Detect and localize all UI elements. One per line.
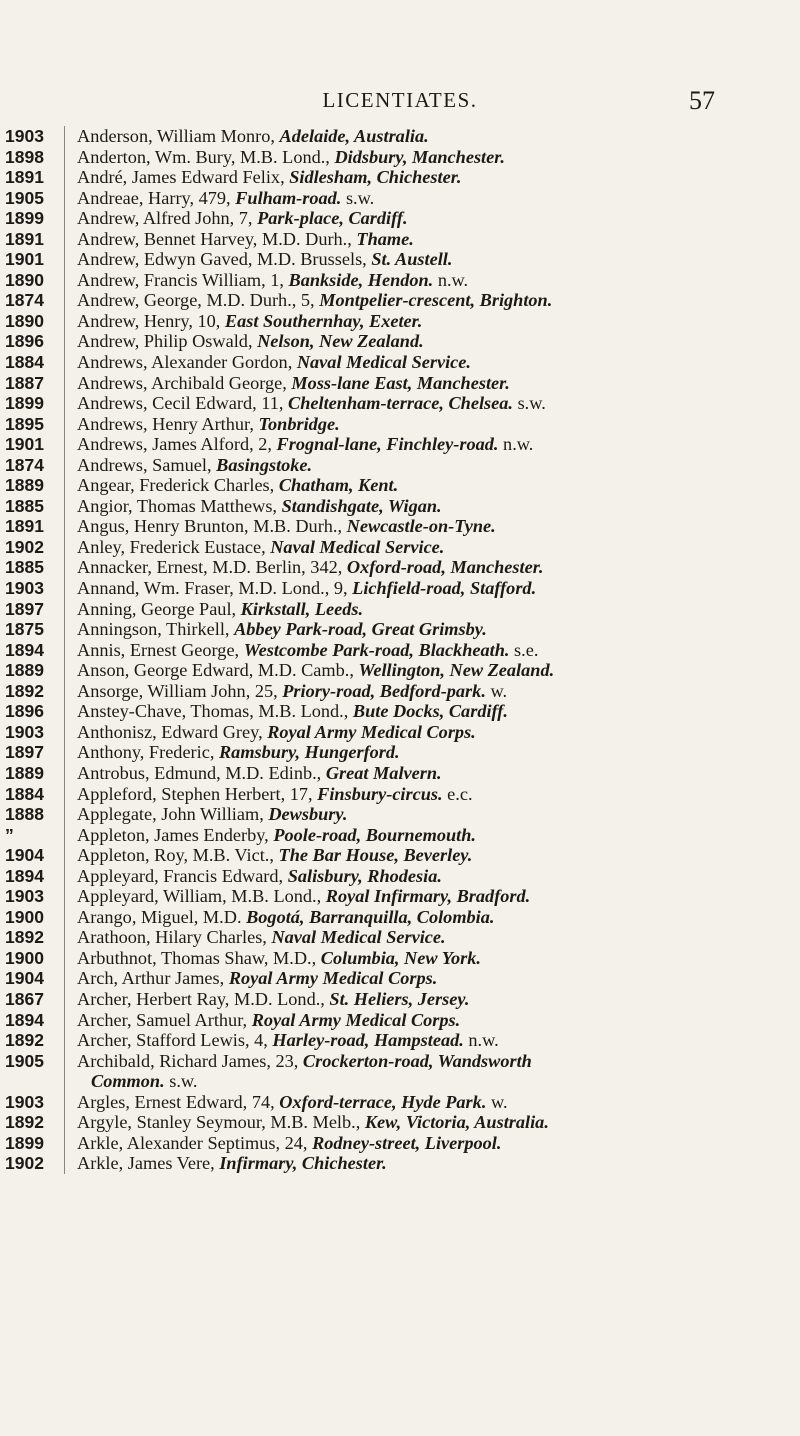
licentiate-entry [64,455,800,476]
licentiate-entry [64,968,800,989]
admission-year: 1894 [5,865,44,886]
admission-year: 1899 [5,1132,44,1153]
list-item [0,1092,800,1113]
licentiate-name: Anning, George Paul, [77,598,241,619]
list-item [0,1010,800,1031]
licentiate-entry [64,537,800,558]
admission-year: 1884 [5,783,44,804]
licentiates-list [0,126,800,1174]
licentiate-name: Anderson, William Monro, [77,126,280,146]
licentiate-entry [64,414,800,435]
postal-district: n.w. [463,1030,499,1051]
licentiate-name: Andrew, Philip Oswald, [77,331,258,352]
list-item [0,660,800,681]
licentiate-entry [64,660,800,681]
admission-year: 1904 [5,845,44,866]
licentiate-name: Anthonisz, Edward Grey, [77,721,268,742]
admission-year: 1891 [5,516,44,537]
licentiate-address: Bankside, Hendon. [288,269,434,290]
list-item [0,927,800,948]
licentiate-name: Appleton, Roy, M.B. Vict., [77,845,279,866]
licentiate-entry [64,188,800,209]
admission-year: 1885 [5,495,44,516]
licentiate-address: Park-place, Cardiff. [257,208,408,229]
licentiate-name: Antrobus, Edmund, M.D. Edinb., [77,762,326,783]
licentiate-address: Thame. [356,228,414,249]
admission-year: 1903 [5,126,44,146]
admission-year: 1897 [5,598,44,619]
running-title: LICENTIATES. [322,88,478,112]
list-item [0,475,800,496]
admission-year: 1900 [5,906,44,927]
admission-year: 1890 [5,269,44,290]
licentiate-name: Annand, Wm. Fraser, M.D. Lond., 9, [77,578,353,599]
postal-district: s.e. [509,639,539,660]
admission-year: 1887 [5,372,44,393]
list-item [0,886,800,907]
licentiate-entry [64,825,800,846]
admission-year: 1889 [5,660,44,681]
licentiate-entry [64,886,800,907]
licentiate-entry [64,1051,800,1092]
licentiate-entry [64,866,800,887]
licentiate-entry [64,742,800,763]
licentiate-address: Columbia, New York. [320,947,481,968]
list-item [0,968,800,989]
licentiate-address: Oxford-road, Manchester. [346,557,544,578]
licentiate-name: Andrews, Samuel, [77,454,217,475]
list-item [0,352,800,373]
list-item [0,825,800,846]
licentiate-entry [64,784,800,805]
licentiate-address: Harley-road, Hampstead. [272,1030,464,1051]
admission-year: 1867 [5,988,44,1009]
licentiate-name: Appleford, Stephen Herbert, 17, [77,783,318,804]
list-item [0,948,800,969]
licentiate-name: Arbuthnot, Thomas Shaw, M.D., [77,947,321,968]
licentiate-entry [64,1010,800,1031]
licentiate-entry [64,290,800,311]
admission-year: 1889 [5,475,44,496]
admission-year: 1875 [5,619,44,640]
list-item [0,1133,800,1154]
licentiate-name: Archer, Samuel Arthur, [77,1009,252,1030]
licentiate-name: Arkle, James Vere, [77,1153,220,1174]
licentiate-address: Dewsbury. [268,804,348,825]
admission-year: 1902 [5,536,44,557]
list-item [0,599,800,620]
admission-year: ” [5,824,14,845]
licentiate-entry [64,352,800,373]
licentiate-entry [64,1112,800,1133]
licentiate-name: Angior, Thomas Matthews, [77,495,282,516]
admission-year: 1899 [5,393,44,414]
list-item [0,331,800,352]
licentiate-entry [64,249,800,270]
admission-year: 1903 [5,1091,44,1112]
list-item [0,701,800,722]
licentiate-entry [64,270,800,291]
licentiate-name: Applegate, John William, [77,804,269,825]
page-number: 57 [689,86,715,115]
list-item [0,989,800,1010]
licentiate-address: Crockerton-road, Wandsworth [302,1050,532,1071]
page-header [0,86,800,122]
postal-district: w. [486,1091,508,1112]
postal-district: n.w. [433,269,469,290]
licentiate-entry [64,516,800,537]
licentiate-address: Lichfield-road, Stafford. [352,578,537,599]
licentiate-entry [64,845,800,866]
licentiate-entry [64,907,800,928]
admission-year: 1892 [5,680,44,701]
licentiate-name: Andreae, Harry, 479, [77,187,236,208]
licentiate-entry [64,1133,800,1154]
admission-year: 1898 [5,146,44,167]
list-item [0,640,800,661]
licentiate-entry [64,927,800,948]
admission-year: 1896 [5,331,44,352]
licentiate-address: Sidlesham, Chichester. [289,167,462,188]
licentiate-address: Fulham-road. [235,187,342,208]
list-item [0,167,800,188]
licentiate-entry [64,496,800,517]
admission-year: 1900 [5,947,44,968]
licentiate-address: Infirmary, Chichester. [219,1153,387,1174]
licentiate-address: Naval Medical Service. [271,927,446,948]
licentiate-name: André, James Edward Felix, [77,167,290,188]
licentiate-name: Andrews, Cecil Edward, 11, [77,393,289,414]
licentiate-name: Annis, Ernest George, [77,639,244,660]
licentiate-name: Anley, Frederick Eustace, [77,536,271,557]
list-item [0,188,800,209]
licentiate-name: Andrews, Alexander Gordon, [77,352,297,373]
list-item [0,270,800,291]
list-item [0,434,800,455]
licentiate-name: Angus, Henry Brunton, M.B. Durh., [77,516,347,537]
admission-year: 1874 [5,454,44,475]
licentiate-address: Standishgate, Wigan. [281,495,442,516]
list-item [0,845,800,866]
licentiate-entry [64,311,800,332]
licentiate-name: Anson, George Edward, M.D. Camb., [77,660,359,681]
licentiate-entry [64,434,800,455]
admission-year: 1903 [5,578,44,599]
licentiate-address: Kirkstall, Leeds. [240,598,364,619]
admission-year: 1905 [5,187,44,208]
admission-year: 1901 [5,434,44,455]
licentiate-address: Ramsbury, Hungerford. [218,742,400,763]
licentiate-entry [64,475,800,496]
licentiate-name: Arkle, Alexander Septimus, 24, [77,1132,313,1153]
licentiate-name: Arango, Miguel, M.D. [77,906,247,927]
licentiate-name: Argyle, Stanley Seymour, M.B. Melb., [77,1112,365,1133]
licentiate-entry [64,681,800,702]
licentiate-name: Andrew, Henry, 10, [77,310,225,331]
admission-year: 1899 [5,208,44,229]
list-item [0,311,800,332]
licentiate-entry [64,804,800,825]
licentiate-entry [64,147,800,168]
licentiate-name: Archibald, Richard James, 23, [77,1050,303,1071]
admission-year: 1901 [5,249,44,270]
list-item [0,455,800,476]
licentiate-entry [64,208,800,229]
list-item [0,907,800,928]
licentiate-name: Arathoon, Hilary Charles, [77,927,272,948]
admission-year: 1892 [5,1112,44,1133]
licentiate-address: Oxford-terrace, Hyde Park. [279,1091,487,1112]
licentiate-entry [64,619,800,640]
admission-year: 1902 [5,1153,44,1174]
admission-year: 1888 [5,804,44,825]
licentiate-name: Andrew, Bennet Harvey, M.D. Durh., [77,228,357,249]
admission-year: 1897 [5,742,44,763]
licentiate-name: Anthony, Frederic, [77,742,219,763]
admission-year: 1904 [5,968,44,989]
licentiate-entry [64,229,800,250]
list-item [0,557,800,578]
list-item [0,126,800,147]
licentiate-entry [64,722,800,743]
licentiate-name: Appleton, James Enderby, [77,824,274,845]
licentiate-entry [64,167,800,188]
licentiate-name: Andrews, James Alford, 2, [77,434,277,455]
admission-year: 1885 [5,557,44,578]
licentiate-address: Adelaide, Australia. [279,126,429,146]
admission-year: 1905 [5,1050,44,1071]
admission-year: 1874 [5,290,44,311]
licentiate-name: Andrews, Henry Arthur, [77,413,259,434]
admission-year: 1892 [5,1030,44,1051]
admission-year: 1903 [5,721,44,742]
list-item [0,1030,800,1051]
licentiate-address: Frognal-lane, Finchley-road. [276,434,499,455]
licentiate-address: St. Heliers, Jersey. [329,988,470,1009]
licentiate-entry [64,948,800,969]
licentiate-address: Wellington, New Zealand. [358,660,555,681]
licentiate-address: Chatham, Kent. [278,475,399,496]
licentiate-address: Royal Army Medical Corps. [228,968,438,989]
licentiate-name: Andrews, Archibald George, [77,372,292,393]
licentiate-name: Arch, Arthur James, [77,968,229,989]
licentiate-address: Royal Infirmary, Bradford. [325,886,531,907]
list-item [0,681,800,702]
postal-district: s.w. [513,393,546,414]
licentiate-name: Ansorge, William John, 25, [77,680,283,701]
list-item [0,290,800,311]
list-item [0,866,800,887]
licentiate-address: East Southernhay, Exeter. [224,310,423,331]
licentiate-address: St. Austell. [371,249,453,270]
licentiate-entry [64,557,800,578]
list-item [0,249,800,270]
licentiate-name: Angear, Frederick Charles, [77,475,279,496]
licentiate-address: The Bar House, Beverley. [278,845,473,866]
list-item [0,784,800,805]
licentiate-name: Archer, Herbert Ray, M.D. Lond., [77,988,330,1009]
list-item [0,208,800,229]
licentiate-entry [64,763,800,784]
licentiate-address: Royal Army Medical Corps. [267,721,476,742]
list-item [0,229,800,250]
licentiate-entry [64,1092,800,1113]
licentiate-name: Andrew, Edwyn Gaved, M.D. Brussels, [77,249,372,270]
list-item [0,1153,800,1174]
list-item [0,1112,800,1133]
licentiate-name: Anderton, Wm. Bury, M.B. Lond., [77,146,335,167]
licentiate-entry [64,701,800,722]
licentiate-address: Moss-lane East, Manchester. [291,372,510,393]
list-item [0,147,800,168]
list-item [0,537,800,558]
admission-year: 1891 [5,228,44,249]
admission-year: 1891 [5,167,44,188]
list-item [0,722,800,743]
licentiate-address: Poole-road, Bournemouth. [273,824,476,845]
licentiate-entry [64,599,800,620]
licentiate-address: Royal Army Medical Corps. [251,1009,461,1030]
licentiate-entry [64,578,800,599]
admission-year: 1894 [5,639,44,660]
licentiate-address: Nelson, New Zealand. [257,331,424,352]
list-item [0,414,800,435]
licentiate-address: Kew, Victoria, Australia. [364,1112,549,1133]
admission-year: 1896 [5,701,44,722]
postal-district: n.w. [498,434,534,455]
list-item [0,742,800,763]
licentiate-name: Argles, Ernest Edward, 74, [77,1091,280,1112]
list-item [0,804,800,825]
licentiate-address: Great Malvern. [325,762,442,783]
licentiate-address: Finsbury-circus. [317,783,443,804]
licentiate-address-continued: Common. [91,1071,165,1092]
licentiate-name: Anstey-Chave, Thomas, M.B. Lond., [77,701,353,722]
postal-district: w. [485,680,508,701]
licentiate-address: Priory-road, Bedford-park. [282,680,486,701]
licentiate-address: Bogotá, Barranquilla, Colombia. [246,906,495,927]
licentiate-entry [64,373,800,394]
admission-year: 1894 [5,1009,44,1030]
admission-year: 1895 [5,413,44,434]
licentiate-name: Appleyard, William, M.B. Lond., [77,886,326,907]
admission-year: 1884 [5,352,44,373]
licentiate-name: Andrew, Alfred John, 7, [77,208,258,229]
admission-year: 1890 [5,310,44,331]
postal-district: s.w. [164,1071,198,1092]
list-item [0,373,800,394]
licentiate-entry [64,126,800,147]
licentiate-entry [64,331,800,352]
licentiate-entry [64,393,800,414]
licentiate-name: Andrew, George, M.D. Durh., 5, [77,290,320,311]
licentiate-address: Salisbury, Rhodesia. [287,865,442,886]
list-item [0,1051,800,1092]
list-item [0,516,800,537]
licentiate-name: Annacker, Ernest, M.D. Berlin, 342, [77,557,347,578]
licentiate-entry [64,989,800,1010]
admission-year: 1889 [5,762,44,783]
licentiate-address: Tonbridge. [258,413,340,434]
admission-year: 1892 [5,927,44,948]
list-item [0,578,800,599]
licentiate-address: Bute Docks, Cardiff. [352,701,508,722]
licentiate-address: Abbey Park-road, Great Grimsby. [234,619,487,640]
licentiate-address: Newcastle-on-Tyne. [346,516,496,537]
postal-district: s.w. [341,187,375,208]
licentiate-name: Archer, Stafford Lewis, 4, [77,1030,273,1051]
postal-district: e.c. [442,783,473,804]
licentiate-address: Rodney-street, Liverpool. [312,1132,502,1153]
licentiate-name: Appleyard, Francis Edward, [77,865,288,886]
list-item [0,619,800,640]
licentiate-address: Basingstoke. [216,454,313,475]
licentiate-address: Westcombe Park-road, Blackheath. [243,639,510,660]
licentiate-name: Anningson, Thirkell, [77,619,235,640]
licentiate-entry [64,1030,800,1051]
licentiate-name: Andrew, Francis William, 1, [77,269,289,290]
licentiate-address: Cheltenham-terrace, Chelsea. [288,393,513,414]
licentiate-address: Naval Medical Service. [296,352,471,373]
licentiate-address: Naval Medical Service. [270,536,445,557]
list-item [0,763,800,784]
admission-year: 1903 [5,886,44,907]
licentiate-address: Didsbury, Manchester. [334,146,505,167]
licentiate-entry [64,1153,800,1174]
licentiate-address: Montpelier-crescent, Brighton. [319,290,553,311]
list-item [0,393,800,414]
entry-continuation [77,1071,794,1092]
list-item [0,496,800,517]
licentiate-entry [64,640,800,661]
